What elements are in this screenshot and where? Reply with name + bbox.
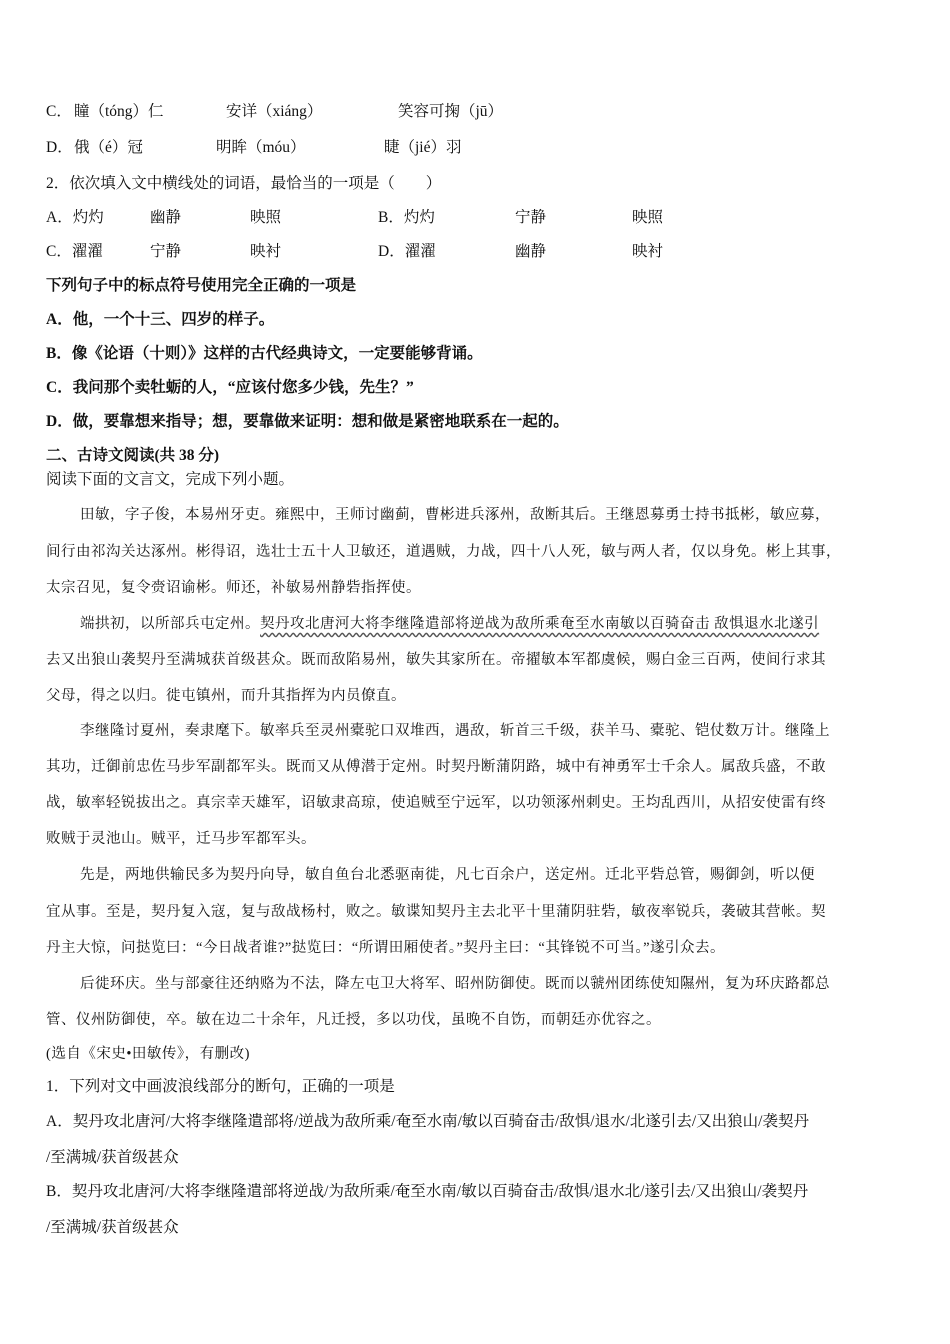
passage-p3-line4: 败贼于灵池山。贼平，迁马步军都军头。 — [46, 831, 316, 847]
passage-p1-line1: 田敏，字子俊，本易州牙吏。雍熙中，王师讨幽蓟，曹彬进兵涿州，敌断其后。王继恩募勇士持书抵彬，敏应募， — [80, 507, 830, 523]
q2-option-d-word3: 映衬 — [632, 243, 664, 260]
passage-p4-line2: 宜从事。至是，契丹复入寇，复与敌战杨村，败之。敏谍知契丹主去北平十里蒲阴驻砦，敏夜率锐兵，袭破其营帐。契 — [46, 904, 826, 920]
q1-option-d-item-a: 俄（é）冠 — [74, 139, 143, 156]
section-heading: 二、古诗文阅读(共 38 分) — [46, 447, 220, 464]
passage-p1-line2: 间行由祁沟关达涿州。彬得诏，选壮士五十人卫敏还，道遇贼，力战，四十八人死，敏与两人者，仅以身免。彬上其事， — [46, 544, 841, 560]
punct-question-stem: 下列句子中的标点符号使用完全正确的一项是 — [46, 277, 357, 294]
q2-option-a: A．灼灼 — [46, 209, 104, 226]
q1-option-d-item-b: 明眸（móu） — [216, 139, 306, 156]
q1-option-c-item-c: 笑容可掬（jū） — [398, 103, 504, 120]
q2-option-a-word2: 幽静 — [150, 209, 182, 226]
passage-p1-line3: 太宗召见，复令赍诏谕彬。师还，补敏易州静砦指挥使。 — [46, 580, 421, 596]
passage-p5-line1: 后徙环庆。坐与部豪往还纳赂为不法，降左屯卫大将军、昭州防御使。既而以虢州团练使知隰州，复为环庆路都总 — [80, 976, 830, 992]
q2-option-c: C．濯濯 — [46, 243, 103, 260]
q2-option-d: D．濯濯 — [378, 243, 436, 260]
passage-p2-line2: 去又出狼山袭契丹至满城获首级甚众。既而敌陷易州，敏失其家所在。帝擢敏本军都虞候，赐白金三百两，使间行求其 — [46, 652, 826, 668]
subq1-option-b-line2: /至满城/获首级甚众 — [46, 1219, 179, 1236]
q2-option-b: B．灼灼 — [378, 209, 435, 226]
q2-option-a-word3: 映照 — [250, 209, 282, 226]
q1-option-c-item-b: 安详（xiáng） — [226, 103, 323, 120]
q2-option-d-word2: 幽静 — [515, 243, 547, 260]
subq1-option-a-line2: /至满城/获首级甚众 — [46, 1149, 179, 1166]
q1-option-d-item-c: 睫（jié）羽 — [384, 139, 462, 156]
passage-p3-line2: 其功，迁御前忠佐马步军副都军头。既而又从傅潜于定州。时契丹断蒲阴路，城中有神勇军士千余人。属敌兵盛，不敢 — [46, 759, 826, 775]
q2-option-b-word3: 映照 — [632, 209, 664, 226]
subq1-option-b-line1: B．契丹攻北唐河/大将李继隆遣部将逆战/为敌所乘/奄至水南/敏以百骑奋击/敌惧/退水北/遂引去/又出狼山/袭契丹 — [46, 1183, 809, 1200]
passage-p4-line1: 先是，两地供输民多为契丹向导，敏自鱼台北悉驱南徙，凡七百余户，送定州。迁北平砦总管，赐御剑，听以便 — [80, 867, 815, 883]
subq1-stem: 1．下列对文中画波浪线部分的断句，正确的一项是 — [46, 1078, 395, 1095]
q1-option-c-item-a: 瞳（tóng）仁 — [74, 103, 164, 120]
punct-option-b: B．像《论语（十则）》这样的古代经典诗文，一定要能够背诵。 — [46, 345, 483, 362]
passage-p3-line3: 战，敏率轻锐拔出之。真宗幸天雄军，诏敏隶高琼，使追贼至宁远军，以功领涿州刺史。王均乱西川，从招安使雷有终 — [46, 795, 826, 811]
q1-option-c-label: C． — [46, 103, 72, 120]
passage-p2-opening: 端拱初，以所部兵屯定州。 — [80, 616, 260, 632]
passage-p2-line1 — [80, 614, 819, 634]
punct-option-c: C．我问那个卖牡蛎的人，“应该付您多少钱，先生？” — [46, 379, 414, 396]
punct-option-a: A．他，一个十三、四岁的样子。 — [46, 311, 275, 328]
q2-option-b-word2: 宁静 — [515, 209, 547, 226]
passage-p4-line3: 丹主大惊，问挞览曰：“今日战者谁?”挞览曰：“所谓田厢使者。”契丹主曰：“其锋锐不可当。”遂引众去。 — [46, 940, 726, 956]
q1-option-d-label: D． — [46, 139, 73, 156]
passage-p5-line2: 管、仪州防御使，卒。敏在边二十余年，凡迁授，多以功伐，虽晚不自饬，而朝廷亦优容之。 — [46, 1012, 661, 1028]
subq1-option-a-line1: A．契丹攻北唐河/大将李继隆遣部将/逆战为敌所乘/奄至水南/敏以百骑奋击/敌惧/退水/北遂引去/又出狼山/袭契丹 — [46, 1113, 809, 1130]
q2-option-c-word2: 宁静 — [150, 243, 182, 260]
punct-option-d: D．做，要靠想来指导；想，要靠做来证明：想和做是紧密地联系在一起的。 — [46, 413, 569, 430]
passage-p2-wavy-segment: 契丹攻北唐河大将李继隆遣部将逆战为敌所乘奄至水南敏以百骑奋击 敌惧退水北遂引 — [260, 616, 820, 632]
passage-source: (选自《宋史•田敏传》，有删改) — [46, 1046, 250, 1062]
q2-option-c-word3: 映衬 — [250, 243, 282, 260]
q2-stem: 2．依次填入文中横线处的词语，最恰当的一项是（ ） — [46, 175, 442, 192]
section-intro: 阅读下面的文言文，完成下列小题。 — [46, 471, 295, 488]
passage-p3-line1: 李继隆讨夏州，奏隶麾下。敏率兵至灵州橐驼口双堆西，遇敌，斩首三千级，获羊马、橐驼、铠仗数万计。继隆上 — [80, 723, 830, 739]
passage-p2-line3: 父母，得之以归。徙屯镇州，而升其指挥为内员僚直。 — [46, 688, 406, 704]
